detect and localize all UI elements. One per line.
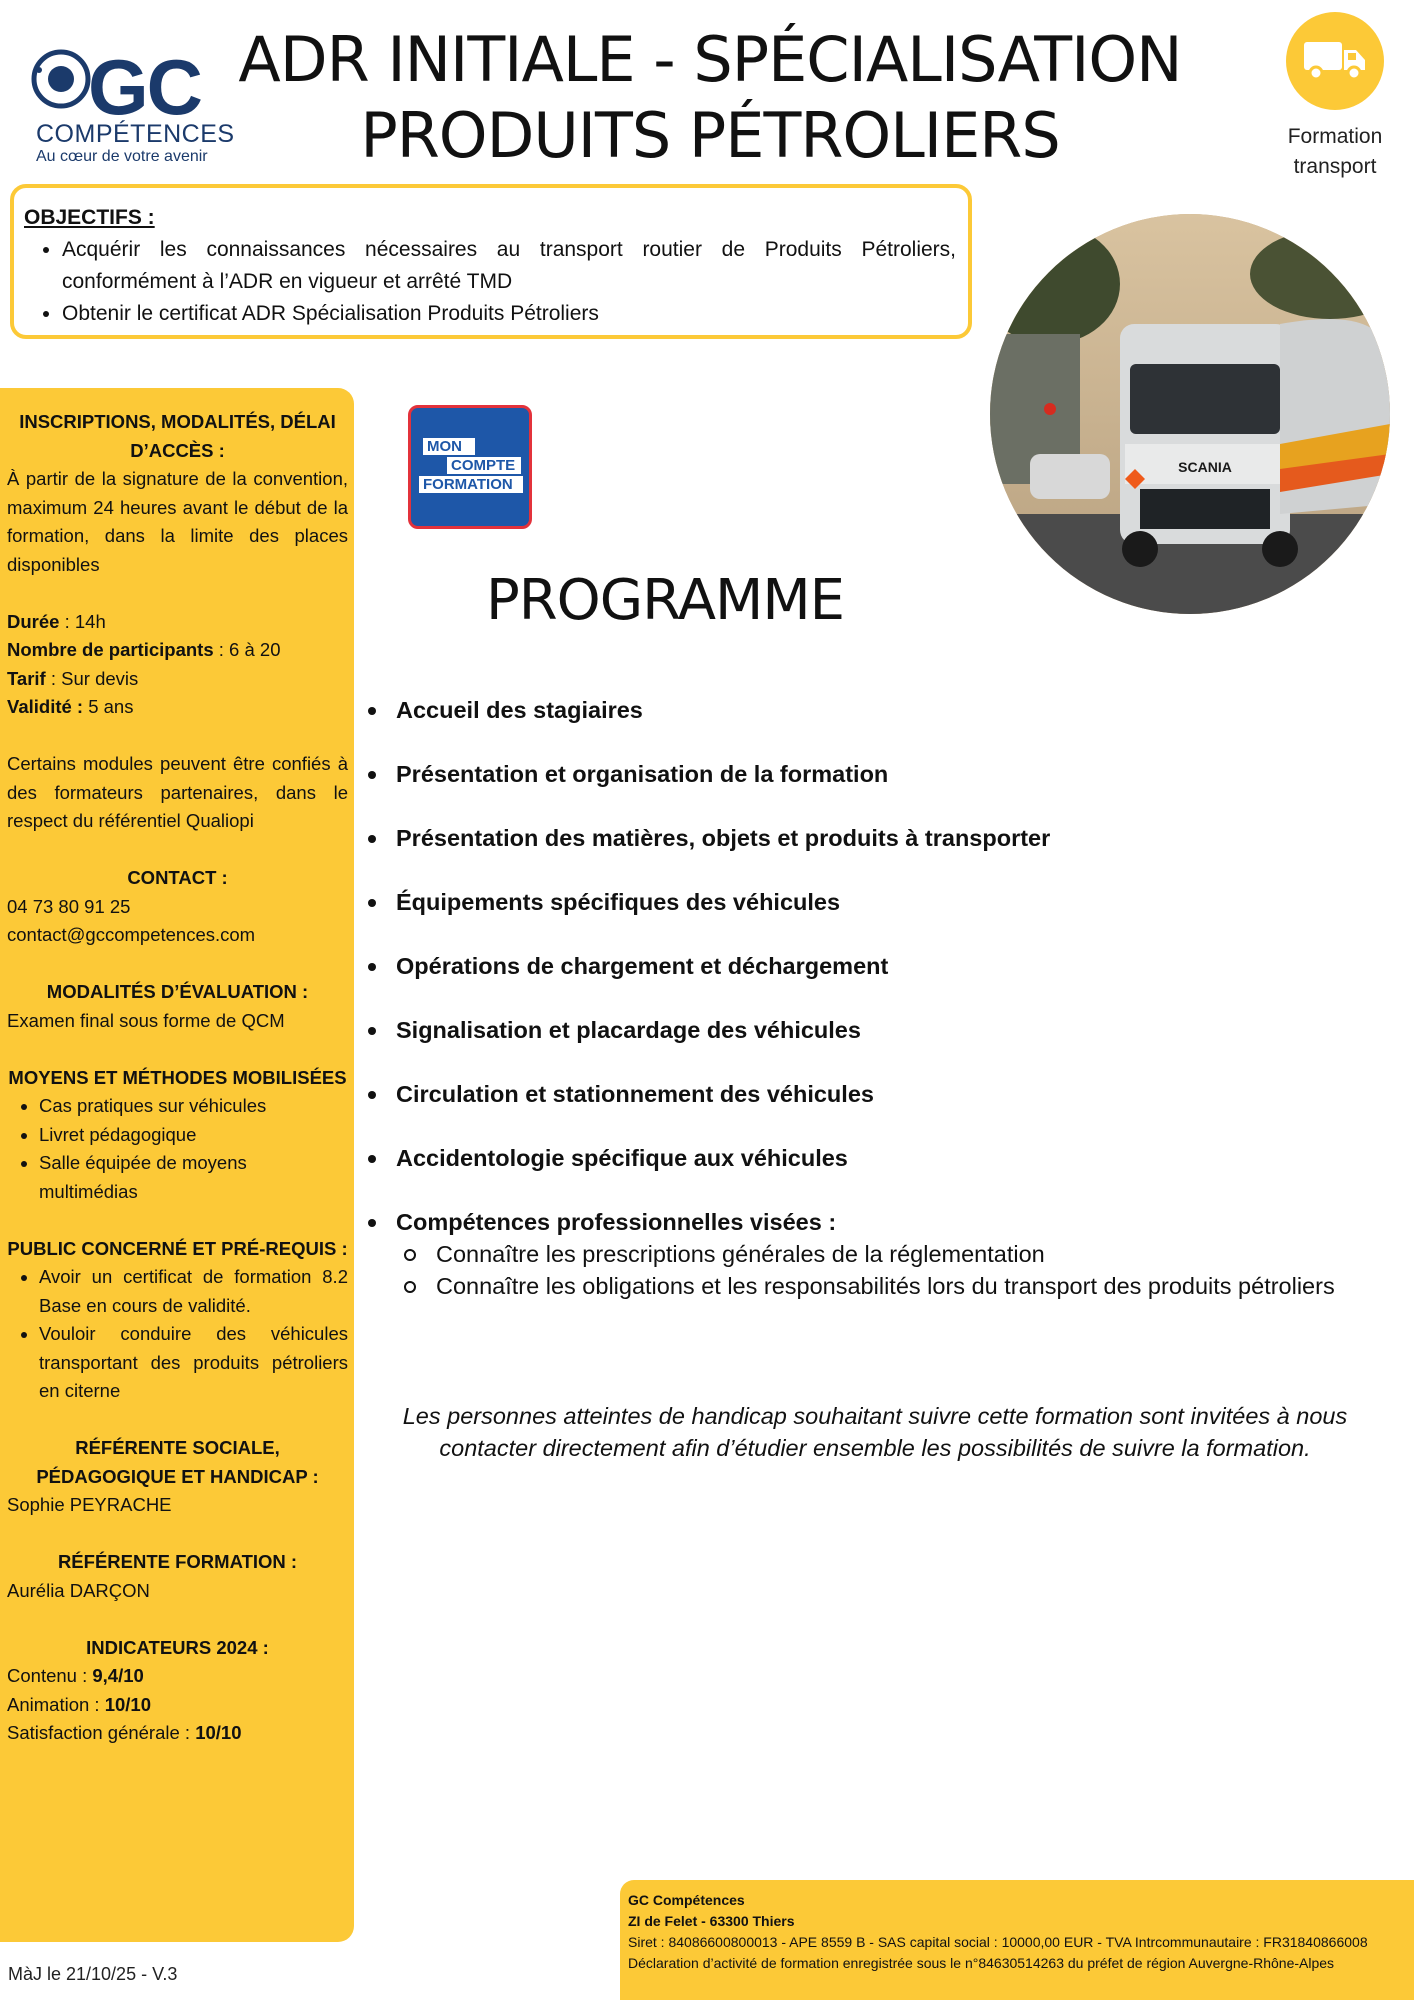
tanker-truck-photo — [990, 214, 1390, 614]
gc-competences-logo — [30, 43, 235, 168]
moyens-list — [7, 1092, 348, 1206]
contact-phone[interactable]: 04 73 80 91 25 — [7, 895, 131, 917]
truck-icon — [1302, 40, 1368, 82]
indicateurs-title: INDICATEURS 2024 : — [86, 1636, 269, 1658]
indicateur-satisfaction — [7, 1719, 348, 1748]
logo-target-icon — [30, 48, 92, 110]
footer-company: GC Compétences — [628, 1892, 745, 1908]
satisfaction-value: 10/10 — [195, 1722, 242, 1743]
moyens-item: • Cas pratiques sur véhicules — [39, 1092, 348, 1121]
evaluation-title: MODALITÉS D’ÉVALUATION : — [46, 981, 309, 1002]
programme-list — [364, 694, 1394, 1334]
programme-item: Opérations de chargement et déchargement — [364, 950, 1394, 982]
duree-line — [7, 608, 348, 637]
satisfaction-label: Satisfaction générale : — [7, 1722, 196, 1743]
participants-value: : 6 à 20 — [213, 639, 281, 660]
programme-item-competences — [364, 1206, 1394, 1302]
truck-badge — [1286, 12, 1384, 110]
info-sidebar — [0, 388, 354, 1942]
footer-legal: Siret : 84086600800013 - APE 8559 B - SAS capital social : 10000,00 EUR - TVA Intrcommunautaire : FR31840866008 — [628, 1934, 1368, 1950]
public-list — [7, 1263, 348, 1406]
animation-label: Animation : — [7, 1693, 105, 1715]
moyens-title: MOYENS ET MÉTHODES MOBILISÉES — [8, 1066, 347, 1088]
programme-item: Accidentologie spécifique aux véhicules — [364, 1142, 1394, 1174]
badge-label — [1250, 122, 1414, 182]
indicateur-animation — [7, 1691, 348, 1720]
modules-text: Certains modules peuvent être confiés à des formateurs partenaires, dans le respect du référentiel Qualiopi — [7, 753, 348, 831]
contenu-value: 9,4/10 — [92, 1665, 144, 1686]
programme-item: Équipements spécifiques des véhicules — [364, 886, 1394, 918]
svg-text:SCANIA: SCANIA — [1178, 459, 1232, 475]
referente-formation-name: Aurélia DARÇON — [7, 1579, 150, 1601]
contact-title: CONTACT : — [127, 867, 228, 888]
update-version: MàJ le 21/10/25 - V.3 — [8, 1964, 178, 1984]
handicap-note: Les personnes atteintes de handicap souhaitant suivre cette formation sont invitées à nous contacter directement afin d’étudier ensemble les possibilités de suivre la formation. — [402, 1403, 1348, 1461]
participants-line — [7, 636, 348, 665]
footer-declaration: Déclaration d’activité de formation enregistrée sous le n°84630514263 du préfet de région Auvergne-Rhône-Alpes — [628, 1955, 1335, 1971]
public-item: • Avoir un certificat de formation 8.2 Base en cours de validité. — [39, 1263, 348, 1320]
referente-sociale-title: RÉFÉRENTE SOCIALE, PÉDAGOGIQUE ET HANDICAP : — [36, 1437, 319, 1487]
referente-sociale-name: Sophie PEYRACHE — [7, 1494, 172, 1515]
contenu-label: Contenu : — [7, 1665, 93, 1686]
referente-formation-title: RÉFÉRENTE FORMATION : — [57, 1551, 298, 1572]
logo-subtitle: COMPÉTENCES — [36, 120, 235, 148]
badge-label-line1: Formation — [1287, 125, 1383, 148]
badge-label-line2: transport — [1293, 155, 1377, 178]
tarif-label: Tarif — [7, 667, 46, 689]
programme-item: Circulation et stationnement des véhicules — [364, 1078, 1394, 1110]
tarif-value: : Sur devis — [45, 667, 139, 689]
page-title — [220, 22, 1200, 174]
objectives-title: OBJECTIFS : — [24, 206, 155, 229]
objectives-box — [10, 184, 972, 339]
logo-brand: GC — [88, 43, 201, 131]
programme-item: Présentation et organisation de la formation — [364, 758, 1394, 790]
evaluation-text: Examen final sous forme de QCM — [7, 1009, 285, 1031]
competences-sublist — [396, 1238, 1394, 1302]
page-title-line1: ADR INITIALE - SPÉCIALISATION — [238, 23, 1182, 96]
programme-item: Présentation des matières, objets et produits à transporter — [364, 822, 1394, 854]
footer-company-info — [620, 1880, 1414, 2000]
footer-address: ZI de Felet - 63300 Thiers — [628, 1913, 795, 1929]
indicateur-contenu — [7, 1662, 348, 1691]
page-title-line2: PRODUITS PÉTROLIERS — [360, 99, 1060, 172]
objective-item: • Obtenir le certificat ADR Spécialisation Produits Pétroliers — [62, 298, 956, 330]
programme-item: Signalisation et placardage des véhicules — [364, 1014, 1394, 1046]
participants-label: Nombre de participants — [7, 639, 214, 660]
duree-value: : 14h — [59, 610, 106, 632]
public-item: • Vouloir conduire des véhicules transportant des produits pétroliers en citerne — [39, 1320, 348, 1406]
tarif-line — [7, 665, 348, 694]
logo-tagline: Au cœur de votre avenir — [36, 148, 208, 165]
validite-line — [7, 693, 348, 722]
objective-item: • Acquérir les connaissances nécessaires au transport routier de Produits Pétroliers, conformément à l’ADR en vigueur et arrêté TMD — [62, 234, 956, 298]
duree-label: Durée — [7, 610, 60, 632]
moyens-item: • Livret pédagogique — [39, 1121, 348, 1150]
programme-item: Accueil des stagiaires — [364, 694, 1394, 726]
mcf-line3: FORMATION — [419, 476, 523, 493]
inscriptions-title: INSCRIPTIONS, MODALITÉS, DÉLAI D’ACCÈS : — [19, 411, 336, 461]
competences-subitem: Connaître les prescriptions générales de la réglementation — [396, 1238, 1394, 1270]
mcf-line2: COMPTE — [447, 457, 521, 474]
mon-compte-formation-logo — [408, 405, 532, 529]
moyens-item: • Salle équipée de moyens multimédias — [39, 1149, 348, 1206]
validite-value: 5 ans — [83, 696, 134, 717]
programme-title: PROGRAMME — [485, 568, 845, 633]
mcf-line1: MON — [423, 438, 475, 455]
contact-email[interactable]: contact@gccompetences.com — [7, 924, 256, 945]
competences-label: Compétences professionnelles visées : — [396, 1209, 837, 1235]
public-title: PUBLIC CONCERNÉ ET PRÉ-REQUIS : — [7, 1237, 348, 1259]
competences-subitem: Connaître les obligations et les responsabilités lors du transport des produits pétroliers — [396, 1270, 1394, 1302]
validite-label: Validité : — [7, 696, 84, 717]
objectives-list — [24, 234, 956, 330]
animation-value: 10/10 — [104, 1693, 151, 1715]
inscriptions-text: À partir de la signature de la convention, maximum 24 heures avant le début de la formation, dans la limite des places disponibles — [7, 468, 348, 575]
